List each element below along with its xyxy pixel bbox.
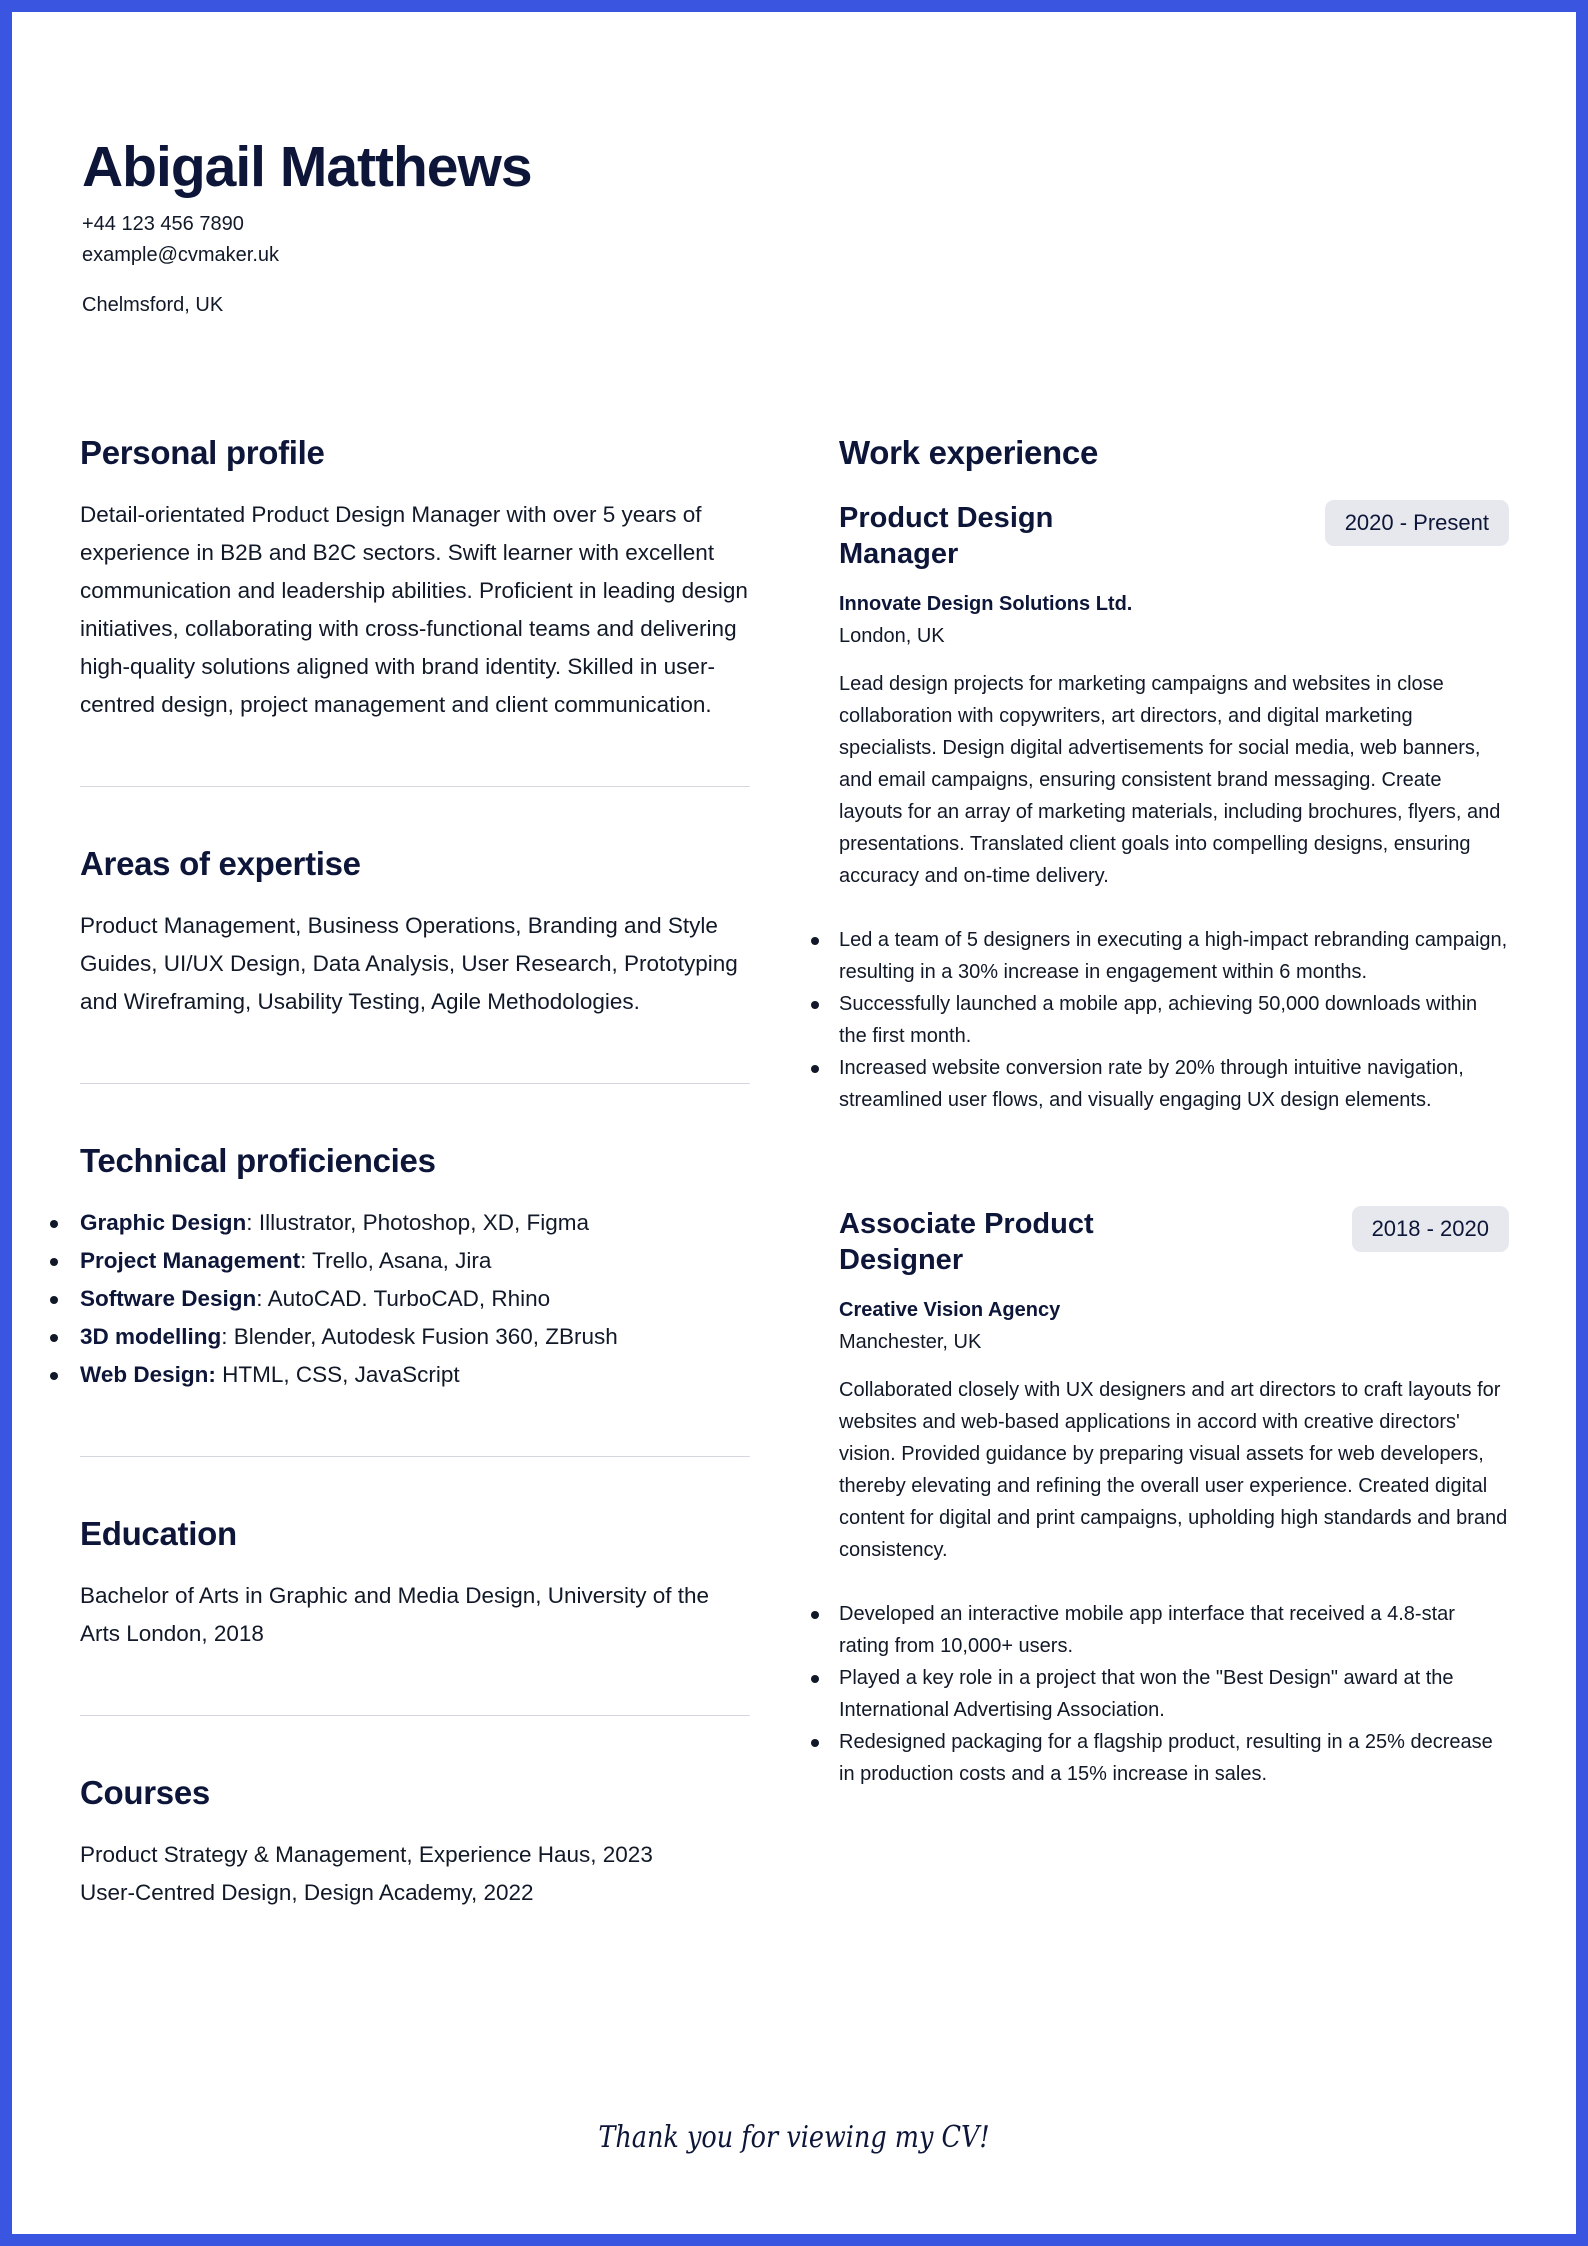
job-location: Manchester, UK	[839, 1331, 982, 1353]
section-divider	[80, 1456, 750, 1457]
right-column	[839, 434, 1509, 1790]
job-title: Product Design Manager	[839, 502, 1054, 570]
profile-heading: Personal profile	[80, 434, 325, 471]
company-name: Innovate Design Solutions Ltd.	[839, 593, 1133, 615]
list-item: Redesigned packaging for a flagship product, resulting in a 25% decrease in production costs and a 15% increase in sales.	[839, 1726, 1509, 1790]
section-divider	[80, 786, 750, 787]
left-column	[80, 434, 750, 1912]
list-item: Project Management: Trello, Asana, Jira	[80, 1242, 750, 1280]
technical-list	[80, 1204, 750, 1394]
achievement-list	[839, 924, 1509, 1116]
job-title: Associate Product Designer	[839, 1208, 1094, 1276]
job-description: Lead design projects for marketing campaigns and websites in close collaboration with copywriters, art directors, and digital marketing specialists. Design digital advertisements for social media, web banners, and email campaigns, ensuring consistent brand messaging. Create layouts for an array of marketing materials, including brochures, flyers, and presentations. Translated client goals into compelling designs, ensuring accuracy and on-time delivery.	[839, 673, 1501, 887]
email-address: example@cvmaker.uk	[82, 244, 280, 266]
course-item: Product Strategy & Management, Experience Haus, 2023	[80, 1842, 653, 1867]
expertise-text: Product Management, Business Operations, Branding and Style Guides, UI/UX Design, Data Analysis, User Research, Prototyping and Wireframing, Usability Testing, Agile Methodologies.	[80, 913, 738, 1014]
technical-heading: Technical proficiencies	[80, 1142, 436, 1179]
education-heading: Education	[80, 1515, 237, 1552]
section-divider	[80, 1083, 750, 1084]
education-text: Bachelor of Arts in Graphic and Media Design, University of the Arts London, 2018	[80, 1583, 710, 1646]
date-badge: 2018 - 2020	[1352, 1206, 1509, 1252]
work-heading: Work experience	[839, 434, 1099, 471]
company-name: Creative Vision Agency	[839, 1299, 1061, 1321]
courses-heading: Courses	[80, 1774, 210, 1811]
job-entry	[839, 500, 1509, 1116]
phone-number: +44 123 456 7890	[82, 213, 244, 235]
expertise-heading: Areas of expertise	[80, 845, 361, 882]
home-location: Chelmsford, UK	[82, 294, 224, 316]
profile-text: Detail-orientated Product Design Manager with over 5 years of experience in B2B and B2C sectors. Swift learner with excellent communication and leadership abilities. Proficient in leading design initiatives, collaborating with cross-functional teams and delivering high-quality solutions aligned with brand identity. Skilled in user-centred design, project management and client communication.	[80, 502, 748, 717]
list-item: Successfully launched a mobile app, achieving 50,000 downloads within the first month.	[839, 988, 1509, 1052]
job-description: Collaborated closely with UX designers and art directors to craft layouts for websites and web-based applications in accord with creative directors' vision. Provided guidance by preparing visual assets for web developers, thereby elevating and refining the overall user experience. Created digital content for digital and print campaigns, upholding high standards and brand consistency.	[839, 1379, 1508, 1561]
list-item: Web Design: HTML, CSS, JavaScript	[80, 1356, 750, 1394]
list-item: Increased website conversion rate by 20% through intuitive navigation, streamlined user flows, and visually engaging UX design elements.	[839, 1052, 1509, 1116]
cv-page	[12, 12, 1576, 2234]
list-item: Played a key role in a project that won the "Best Design" award at the International Advertising Association.	[839, 1662, 1509, 1726]
section-divider	[80, 1715, 750, 1716]
thank-you-note: Thank you for viewing my CV!	[598, 2120, 990, 2155]
list-item: Graphic Design: Illustrator, Photoshop, XD, Figma	[80, 1204, 750, 1242]
course-item: User-Centred Design, Design Academy, 2022	[80, 1880, 534, 1905]
list-item: 3D modelling: Blender, Autodesk Fusion 360, ZBrush	[80, 1318, 750, 1356]
job-location: London, UK	[839, 625, 945, 647]
job-entry	[839, 1206, 1509, 1790]
candidate-name: Abigail Matthews	[82, 135, 532, 199]
list-item: Software Design: AutoCAD. TurboCAD, Rhino	[80, 1280, 750, 1318]
list-item: Led a team of 5 designers in executing a high-impact rebranding campaign, resulting in a 30% increase in engagement within 6 months.	[839, 924, 1509, 988]
achievement-list	[839, 1598, 1509, 1790]
list-item: Developed an interactive mobile app interface that received a 4.8-star rating from 10,000+ users.	[839, 1598, 1509, 1662]
date-badge: 2020 - Present	[1325, 500, 1509, 546]
